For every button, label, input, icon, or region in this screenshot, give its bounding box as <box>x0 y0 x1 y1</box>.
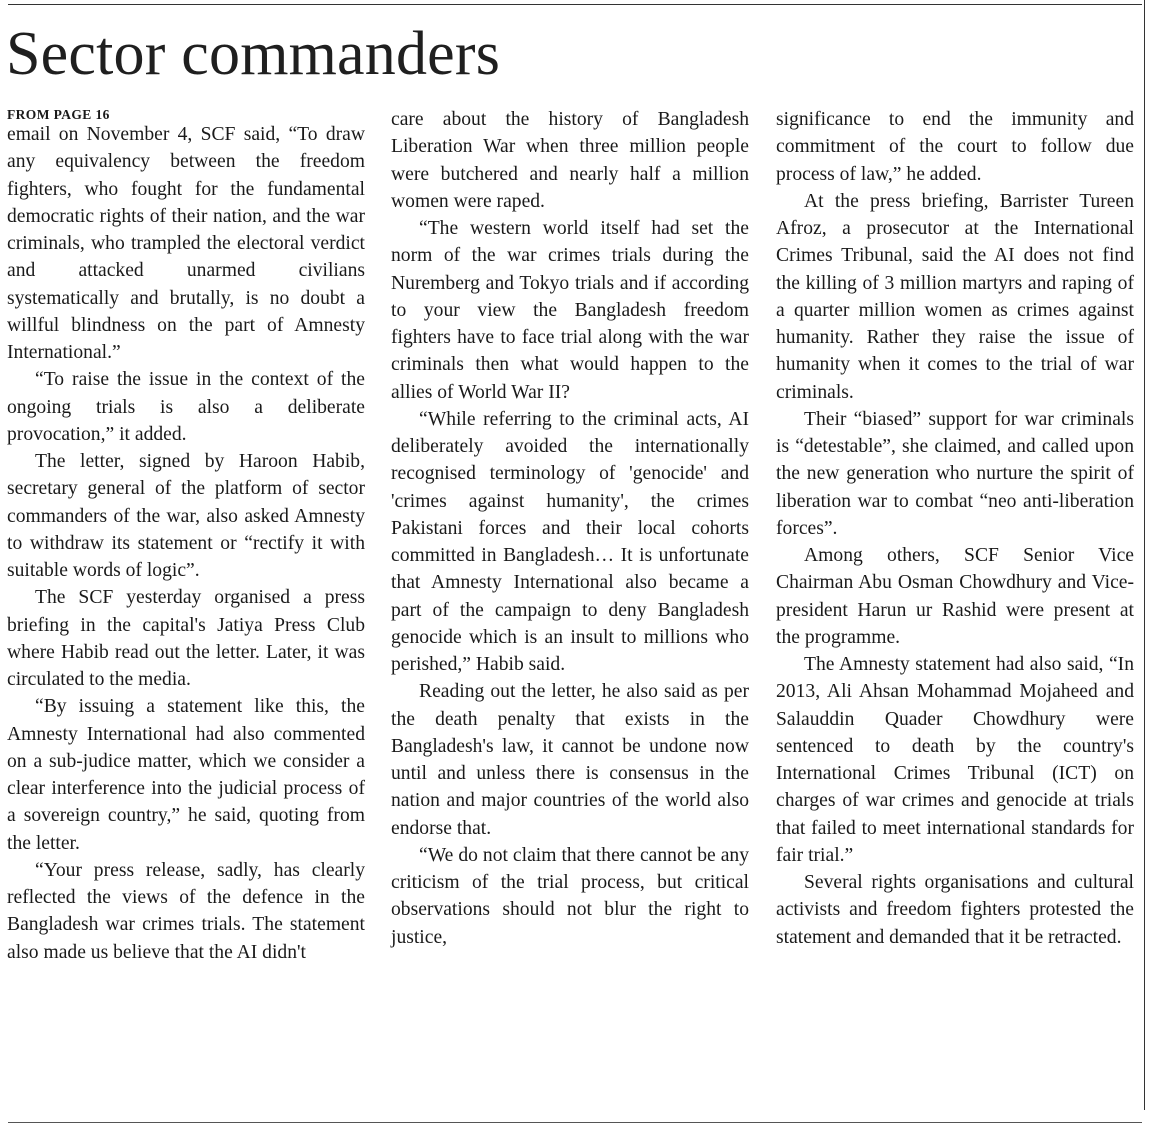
article-column-1 <box>7 106 365 966</box>
article-column-2 <box>391 106 749 951</box>
paragraph: The SCF yesterday organised a press briefing in the capital's Jatiya Press Club where Habib read out the letter. Later, it was circulated to the media. <box>7 587 365 690</box>
paragraph: The Amnesty statement had also said, “In 2013, Ali Ahsan Mohammad Mojaheed and Salauddin Quader Chowdhury were sentenced to death by the country's International Crimes Tribunal (ICT) on charges of war crimes and genocide at trials that failed to meet international standards for fair trial.” <box>776 654 1134 866</box>
article-column-3 <box>776 106 1134 951</box>
paragraph: “To raise the issue in the context of the ongoing trials is also a deliberate provocation,” it added. <box>7 369 365 445</box>
paragraph: The letter, signed by Haroon Habib, secretary general of the platform of sector commanders of the war, also asked Amnesty to withdraw its statement or “rectify it with suitable words of logic”. <box>7 451 365 581</box>
paragraph: “The western world itself had set the norm of the war crimes trials during the Nuremberg and Tokyo trials and if according to your view the Bangladesh freedom fighters have to face trial along with the war criminals then what would happen to the allies of World War II? <box>391 218 749 403</box>
top-rule <box>8 4 1142 5</box>
paragraph: “By issuing a statement like this, the Amnesty International had also commented on a sub-judice matter, which we consider a clear interference into the judicial process of a sovereign country,” he said, quoting from the letter. <box>7 696 365 854</box>
column-rule <box>1144 0 1145 1110</box>
paragraph: Their “biased” support for war criminals is “detestable”, she claimed, and called upon the new generation who nurture the spirit of liberation war to combat “neo anti-liberation forces”. <box>776 408 1134 539</box>
bottom-rule <box>8 1122 1142 1123</box>
headline: Sector commanders <box>6 20 501 88</box>
paragraph: significance to end the immunity and commitment of the court to follow due process of law,” he added. <box>776 109 1134 185</box>
paragraph: “While referring to the criminal acts, AI deliberately avoided the internationally recognised terminology of 'genocide' and 'crimes against humanity', the crimes Pakistani forces and their local cohorts committed in Bangladesh… It is unfortunate that Amnesty International also became a part of the campaign to deny Bangladesh genocide which is an insult to millions who perished,” Habib said. <box>391 408 749 675</box>
paragraph: email on November 4, SCF said, “To draw any equivalency between the freedom fighters, who fought for the fundamental democratic rights of their nation, and the war criminals, who trampled the electoral verdict and attacked unarmed civilians systematically and brutally, is no doubt a willful blindness on the part of Amnesty International.” <box>7 124 365 363</box>
paragraph: At the press briefing, Barrister Tureen Afroz, a prosecutor at the International Crimes Tribunal, said the AI does not find the killing of 3 million martyrs and raping of a quarter million women as crimes against humanity. Rather they raise the issue of humanity when it comes to the trial of war criminals. <box>776 190 1134 403</box>
paragraph: care about the history of Bangladesh Liberation War when three million people were butchered and nearly half a million women were raped. <box>391 109 749 212</box>
paragraph: Several rights organisations and cultural activists and freedom fighters protested the statement and demanded that it be retracted. <box>776 872 1134 948</box>
jump-line: FROM PAGE 16 <box>7 107 110 122</box>
paragraph: Reading out the letter, he also said as per the death penalty that exists in the Bangladesh's law, it cannot be undone now until and unless there is consensus in the nation and major countries of the world also endorse that. <box>391 681 749 839</box>
paragraph: “Your press release, sadly, has clearly reflected the views of the defence in the Bangladesh war crimes trials. The statement also made us believe that the AI didn't <box>7 859 365 963</box>
paragraph: Among others, SCF Senior Vice Chairman Abu Osman Chowdhury and Vice-president Harun ur Rashid were present at the programme. <box>776 545 1134 648</box>
paragraph: “We do not claim that there cannot be any criticism of the trial process, but critical observations should not blur the right to justice, <box>391 844 749 948</box>
